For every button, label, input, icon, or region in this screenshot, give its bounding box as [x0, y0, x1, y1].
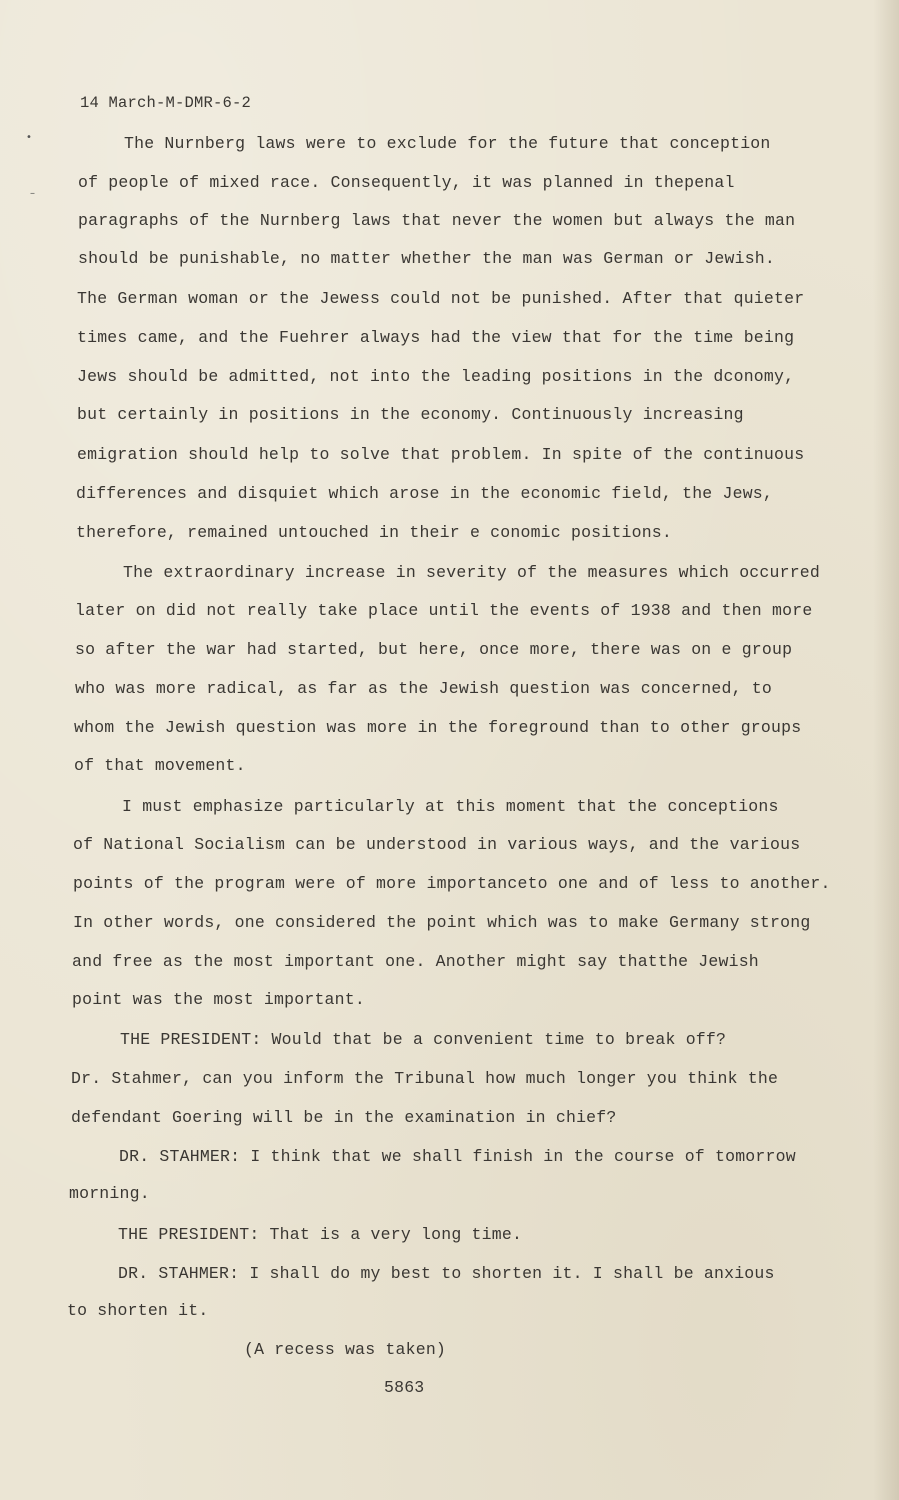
text-line: THE PRESIDENT: That is a very long time. [118, 1225, 523, 1244]
document-header: 14 March-M-DMR-6-2 [80, 94, 252, 112]
text-line: times came, and the Fuehrer always had the view that for the time being [77, 328, 795, 347]
text-line: of people of mixed race. Consequently, it was planned in thepenal [78, 173, 735, 192]
text-line: to shorten it. [67, 1301, 209, 1320]
text-line: therefore, remained untouched in their e conomic positions. [76, 523, 672, 542]
page-edge-shadow [873, 0, 899, 1500]
text-line: The Nurnberg laws were to exclude for the future that conception [124, 134, 771, 153]
text-line: I must emphasize particularly at this moment that the conceptions [122, 797, 779, 816]
text-line: and free as the most important one. Another might say thatthe Jewish [72, 952, 759, 971]
text-line: The extraordinary increase in severity of the measures which occurred [123, 563, 821, 582]
text-line: points of the program were of more importanceto one and of less to another. [73, 874, 831, 893]
text-line: of National Socialism can be understood in various ways, and the various [73, 835, 801, 854]
text-line: of that movement. [74, 756, 246, 775]
page-number: 5863 [384, 1378, 425, 1397]
text-line: THE PRESIDENT: Would that be a convenient time to break off? [120, 1030, 727, 1049]
text-line: emigration should help to solve that problem. In spite of the continuous [77, 445, 805, 464]
text-line: DR. STAHMER: I think that we shall finish in the course of tomorrow [119, 1147, 796, 1166]
text-line: In other words, one considered the point which was to make Germany strong [73, 913, 811, 932]
text-line: Dr. Stahmer, can you inform the Tribunal how much longer you think the [71, 1069, 779, 1088]
recess-note: (A recess was taken) [244, 1340, 447, 1359]
margin-mark-icon: • [26, 132, 32, 143]
text-line: differences and disquiet which arose in the economic field, the Jews, [76, 484, 774, 503]
text-line: who was more radical, as far as the Jewish question was concerned, to [75, 679, 773, 698]
text-line: morning. [69, 1184, 150, 1203]
text-line: but certainly in positions in the economy. Continuously increasing [77, 405, 744, 424]
text-line: whom the Jewish question was more in the foreground than to other groups [74, 718, 802, 737]
text-line: so after the war had started, but here, once more, there was on e group [75, 640, 793, 659]
text-line: Jews should be admitted, not into the leading positions in the dconomy, [77, 367, 795, 386]
text-line: defendant Goering will be in the examination in chief? [71, 1108, 617, 1127]
text-line: The German woman or the Jewess could not be punished. After that quieter [77, 289, 805, 308]
text-line: point was the most important. [72, 990, 365, 1009]
text-line: later on did not really take place until the events of 1938 and then more [75, 601, 813, 620]
text-line: paragraphs of the Nurnberg laws that never the women but always the man [78, 211, 796, 230]
margin-mark-icon: – [30, 188, 35, 199]
text-line: should be punishable, no matter whether the man was German or Jewish. [78, 249, 776, 268]
text-line: DR. STAHMER: I shall do my best to shorten it. I shall be anxious [118, 1264, 775, 1283]
